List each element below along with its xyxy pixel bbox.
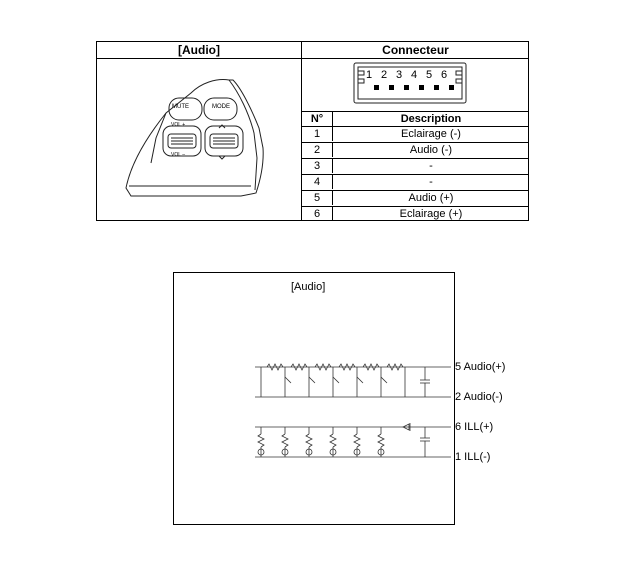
pin-number: 2 bbox=[302, 143, 333, 157]
output-ill-plus: 6 ILL(+) bbox=[455, 421, 494, 433]
vol-minus-label: VOL – bbox=[171, 152, 185, 158]
pin-no-header: N° bbox=[302, 112, 333, 126]
mute-button-label: MUTE bbox=[172, 104, 189, 110]
pin-table-row bbox=[302, 206, 529, 221]
connector-table bbox=[96, 41, 529, 221]
output-audio-plus: 5 Audio(+) bbox=[455, 361, 506, 373]
pin-table-row bbox=[302, 126, 529, 141]
connector-illustration bbox=[350, 61, 470, 107]
pin-number: 5 bbox=[302, 191, 333, 205]
connector-pin-label: 6 bbox=[441, 69, 448, 81]
pin-number: 4 bbox=[302, 175, 333, 189]
pin-description: - bbox=[429, 160, 433, 172]
pin-description: Audio (+) bbox=[408, 192, 454, 204]
steering-switch-illustration bbox=[121, 68, 271, 198]
vol-plus-label: VOL + bbox=[171, 122, 186, 128]
schematic-title: [Audio] bbox=[291, 281, 326, 293]
pin-table-row bbox=[302, 158, 529, 173]
pin-number: 3 bbox=[302, 159, 333, 173]
pin-desc-header: Description bbox=[400, 113, 462, 125]
output-audio-minus: 2 Audio(-) bbox=[455, 391, 503, 403]
connector-pin-label: 1 bbox=[366, 69, 373, 81]
pin-description: Audio (-) bbox=[409, 144, 453, 156]
pin-number: 1 bbox=[302, 127, 333, 141]
header-audio: [Audio] bbox=[97, 42, 302, 59]
header-connecteur: Connecteur bbox=[302, 42, 529, 59]
pin-description: Eclairage (+) bbox=[399, 208, 463, 220]
connector-pin-label: 2 bbox=[381, 69, 388, 81]
pin-description: - bbox=[429, 176, 433, 188]
pin-table-row bbox=[302, 190, 529, 205]
pin-table-header bbox=[302, 111, 529, 126]
mode-button-label: MODE bbox=[212, 104, 230, 110]
pin-table-row bbox=[302, 142, 529, 157]
output-ill-minus: 1 ILL(-) bbox=[455, 451, 491, 463]
pin-table-row bbox=[302, 174, 529, 189]
connector-pin-label: 3 bbox=[396, 69, 403, 81]
connector-pin-label: 4 bbox=[411, 69, 418, 81]
pin-description: Eclairage (-) bbox=[401, 128, 461, 140]
connector-pin-label: 5 bbox=[426, 69, 433, 81]
pin-number: 6 bbox=[302, 207, 333, 221]
audio-schematic bbox=[173, 272, 455, 525]
